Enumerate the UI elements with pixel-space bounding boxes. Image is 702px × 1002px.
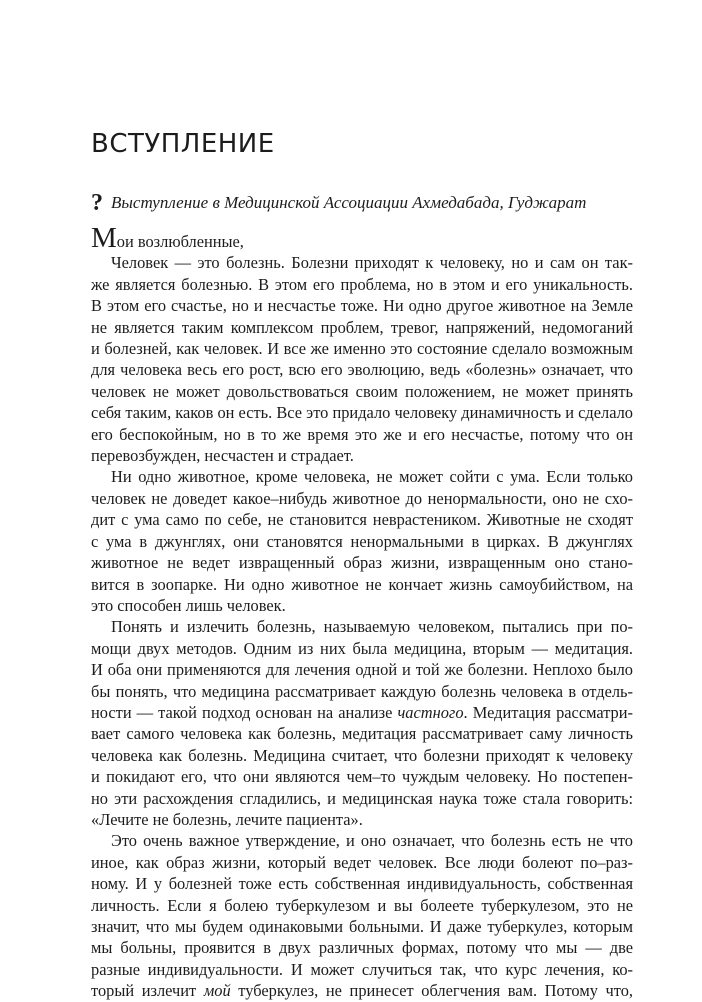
text-line: человека как болезнь. Медицина считает, что болезни приходят к человеку	[91, 745, 633, 765]
text-line: бы понять, что медицина рассматривает каждую болезнь человека в отдель-	[91, 681, 633, 701]
text-line: мощи двух методов. Одним из них была медицина, вторым — медитация.	[91, 638, 633, 658]
paragraph-3	[91, 616, 633, 830]
text-line: личность. Если я болею туберкулезом и вы болеете туберкулезом, это не	[91, 895, 633, 915]
text-line: но эти расхождения сгладились, и медицинская наука тоже стала говорить:	[91, 788, 633, 808]
text-line	[91, 980, 633, 1001]
text-line: и покидают его, что они являются чем–то чуждым человеку. Но постепен-	[91, 767, 633, 787]
text-line	[91, 702, 633, 723]
chapter-title: ВСТУПЛЕНИЕ	[91, 129, 275, 159]
paragraph-2	[91, 466, 633, 616]
text-line: иное, как образ жизни, который ведет человек. Все люди болеют по–раз-	[91, 852, 633, 872]
text-line: дит с ума само по себе, не становится неврастеником. Животные не сходят	[91, 510, 633, 530]
text-line: Это очень важное утверждение, и оно означает, что болезнь есть не что	[111, 831, 633, 851]
text-line: вится в зоопарке. Ни одно животное не кончает жизнь самоубийством, на	[91, 574, 633, 594]
text-line: Понять и излечить болезнь, называемую человеком, пытались при по-	[111, 617, 633, 637]
drop-initial: М	[91, 222, 117, 254]
text-line: разные индивидуальности. И может случиться так, что курс лечения, ко-	[91, 959, 633, 979]
text-line: не является таким комплексом проблем, тревог, напряжений, недомоганий	[91, 317, 633, 337]
text-line: же является болезнью. В этом его проблема, но в этом и его уникальность.	[91, 274, 633, 294]
greeting-text: ои возлюбленные,	[116, 232, 244, 251]
text-line: В этом его счастье, но и несчастье тоже. Ни одно другое животное на Земле	[91, 296, 633, 316]
text-line: Ни одно животное, кроме человека, не может сойти с ума. Если только	[111, 467, 633, 487]
text-line: человек не доведет какое–нибудь животное до ненормальности, оно не схо-	[91, 488, 633, 508]
paragraph-4	[91, 830, 633, 1001]
text-segment: туберкулез, не принесет облегчения вам. Потому что,	[230, 981, 633, 1001]
greeting	[91, 222, 633, 254]
text-line: и болезней, как человек. И все же именно это состояние сделало возможным	[91, 339, 633, 359]
italic-emphasis: мой	[203, 981, 231, 1001]
body-text	[91, 222, 633, 1002]
text-line: вает самого человека как болезнь, медитация рассматривает саму личность	[91, 724, 633, 744]
text-segment: ности — такой подход основан на анализе	[91, 702, 398, 722]
text-line: это способен лишь человек.	[91, 595, 286, 615]
text-line: себя таким, каков он есть. Все это придало человеку динамичность и сделало	[91, 403, 633, 423]
paragraph-1	[91, 252, 633, 466]
text-line: с ума в джунглях, они становятся ненормальными в цирках. В джунглях	[91, 531, 633, 551]
question-mark-icon: ?	[91, 190, 103, 216]
subtitle-line	[91, 190, 611, 216]
text-line: для человека весь его рост, всю его эволюцию, ведь «болезнь» означает, что	[91, 360, 633, 380]
text-line: значит, что мы будем одинаковыми больными. И даже туберкулез, которым	[91, 917, 633, 936]
text-segment: . Медитация рассматри-	[463, 702, 633, 722]
text-line: И оба они применяются для лечения одной и той же болезни. Неплохо было	[91, 660, 633, 680]
text-line: ному. И у болезней тоже есть собственная индивидуальность, собственная	[91, 874, 633, 894]
text-line: его беспокойным, но в то же время это же и его несчастье, потому что он	[91, 424, 633, 444]
italic-emphasis: частного	[397, 702, 464, 722]
text-line: «Лечите не болезнь, лечите пациента».	[91, 809, 363, 829]
text-line: мы больны, проявится в двух различных формах, потому что мы — две	[91, 938, 633, 958]
text-segment: торый излечит	[91, 981, 204, 1001]
lecture-subtitle: Выступление в Медицинской Ассоциации Ахмедабада, Гуджарат	[111, 193, 587, 212]
text-line: перевозбужден, несчастен и страдает.	[91, 446, 354, 466]
text-line: Человек — это болезнь. Болезни приходят к человеку, но и сам он так-	[111, 253, 633, 273]
text-line: животное не ведет извращенный образ жизни, извращенным оно стано-	[91, 553, 633, 573]
text-line: человек не может довольствоваться своим положением, не может принять	[91, 381, 633, 401]
